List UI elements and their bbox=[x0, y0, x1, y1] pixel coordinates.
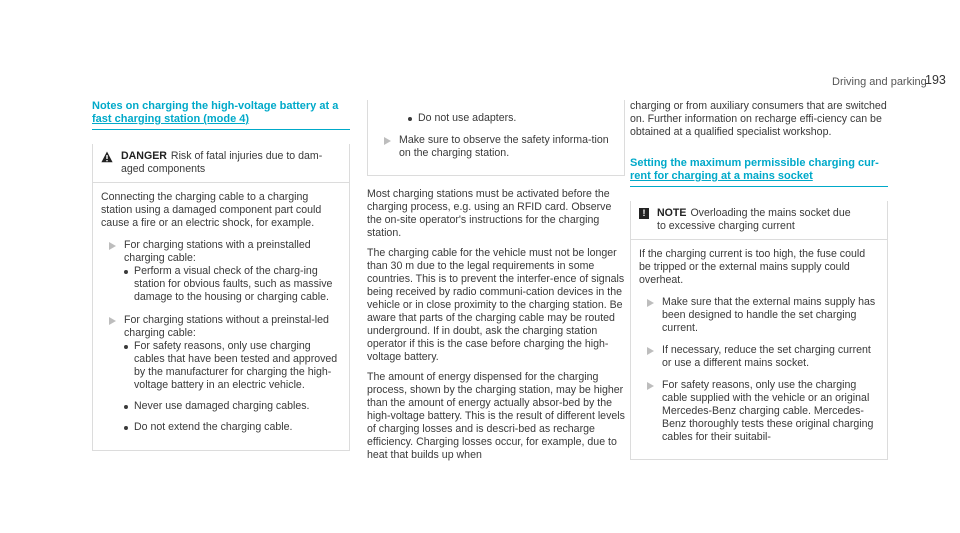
column-right bbox=[630, 100, 888, 460]
column-left bbox=[92, 100, 350, 451]
instruction-step: If necessary, reduce the set charging current or use a different mains socket. bbox=[639, 344, 879, 370]
instruction-step: For charging stations with a preinstalled charging cable: Perform a visual check of the charg-ing station for obvious faults, such as massive damage to the housing or charging cable. bbox=[101, 239, 341, 305]
instruction-step: For charging stations without a preinstal-led charging cable: For safety reasons, only use charging cables that have been tested and approved by the manufacturer for charging the high-voltage battery in an electric vehicle. Never use damaged charging cables. Do not extend the charging cable. bbox=[101, 314, 341, 435]
bullet-list bbox=[124, 340, 341, 434]
note-text: Overloading the mains socket due bbox=[690, 207, 851, 219]
list-item: Do not extend the charging cable. bbox=[124, 421, 341, 434]
paragraph: The amount of energy dispensed for the charging process, shown by the charging station, may be higher than the amount of energy actually absor-bed by the high-voltage battery. This is the result of different levels of charging losses and is descri-bed as recharge efficiency. Charging losses occur, for example, due to heat that builds up when bbox=[367, 371, 625, 461]
instruction-step: Make sure to observe the safety informa-tion on the charging station. bbox=[376, 134, 616, 160]
column-middle bbox=[367, 100, 625, 469]
step-arrow-icon bbox=[384, 137, 391, 145]
step-arrow-icon bbox=[647, 382, 654, 390]
bullet-icon bbox=[124, 405, 128, 409]
danger-header: DANGER Risk of fatal injuries due to dam- aged components bbox=[93, 144, 349, 183]
instruction-step: For safety reasons, only use the charging cable supplied with the vehicle or an original Mercedes-Benz charging cable. Mercedes-Benz thoroughly tests these original charging cables for their suitabil- bbox=[639, 379, 879, 444]
warning-triangle-icon bbox=[101, 151, 113, 163]
bullet-icon bbox=[124, 426, 128, 430]
exclamation-icon: ! bbox=[639, 208, 649, 219]
danger-label: DANGER bbox=[121, 150, 167, 162]
bullet-list bbox=[124, 265, 341, 304]
danger-box-continued bbox=[367, 100, 625, 176]
paragraph: The charging cable for the vehicle must not be longer than 30 m due to the legal requirements in some countries. This is to prevent the interfer-ence of signals being received by radio communi-cation devices in the vehicle or in close proximity to the charging station. Be aware that parts of the charging cable may be routed underground. If in doubt, ask the charging station operator if this is the case before charging the high-voltage battery. bbox=[367, 247, 625, 363]
step-arrow-icon bbox=[647, 347, 654, 355]
note-header: ! NOTE Overloading the mains socket due to excessive charging current bbox=[631, 201, 887, 240]
note-box bbox=[630, 201, 888, 460]
step-arrow-icon bbox=[109, 242, 116, 250]
bullet-icon bbox=[124, 270, 128, 274]
note-paragraph: If the charging current is too high, the fuse could be tripped or the external mains supply could overheat. bbox=[639, 248, 866, 286]
danger-box bbox=[92, 144, 350, 451]
list-item: Never use damaged charging cables. bbox=[124, 400, 341, 413]
note-label: NOTE bbox=[657, 207, 687, 219]
danger-text: Risk of fatal injuries due to dam- bbox=[170, 150, 323, 162]
section-heading: Notes on charging the high-voltage battery at a fast charging station (mode 4) bbox=[92, 100, 350, 130]
bullet-icon bbox=[124, 345, 128, 349]
list-item: Do not use adapters. bbox=[408, 112, 616, 125]
paragraph: Most charging stations must be activated before the charging process, e.g. using an RFID card. Observe the on-site operator's instructions for the charging station. bbox=[367, 188, 612, 239]
paragraph: charging or from auxiliary consumers that are switched on. Further information on recharge effi-ciency can be obtained at a qualified specialist workshop. bbox=[630, 100, 887, 138]
step-arrow-icon bbox=[647, 299, 654, 307]
instruction-step: Make sure that the external mains supply has been designed to handle the set charging current. bbox=[639, 296, 879, 335]
bullet-list bbox=[408, 112, 616, 125]
step-arrow-icon bbox=[109, 317, 116, 325]
list-item: For safety reasons, only use charging cables that have been tested and approved by the manufacturer for charging the high-voltage battery in an electric vehicle. bbox=[124, 340, 341, 392]
page-number: 193 bbox=[925, 73, 946, 87]
danger-paragraph: Connecting the charging cable to a charging station using a damaged component part could cause a fire or an electric shock, for example. bbox=[101, 191, 322, 229]
list-item: Perform a visual check of the charg-ing station for obvious faults, such as massive damage to the housing or charging cable. bbox=[124, 265, 341, 304]
running-header: Driving and parking bbox=[832, 76, 927, 88]
section-heading: Setting the maximum permissible charging cur- rent for charging at a mains socket bbox=[630, 157, 888, 187]
bullet-icon bbox=[408, 117, 412, 121]
